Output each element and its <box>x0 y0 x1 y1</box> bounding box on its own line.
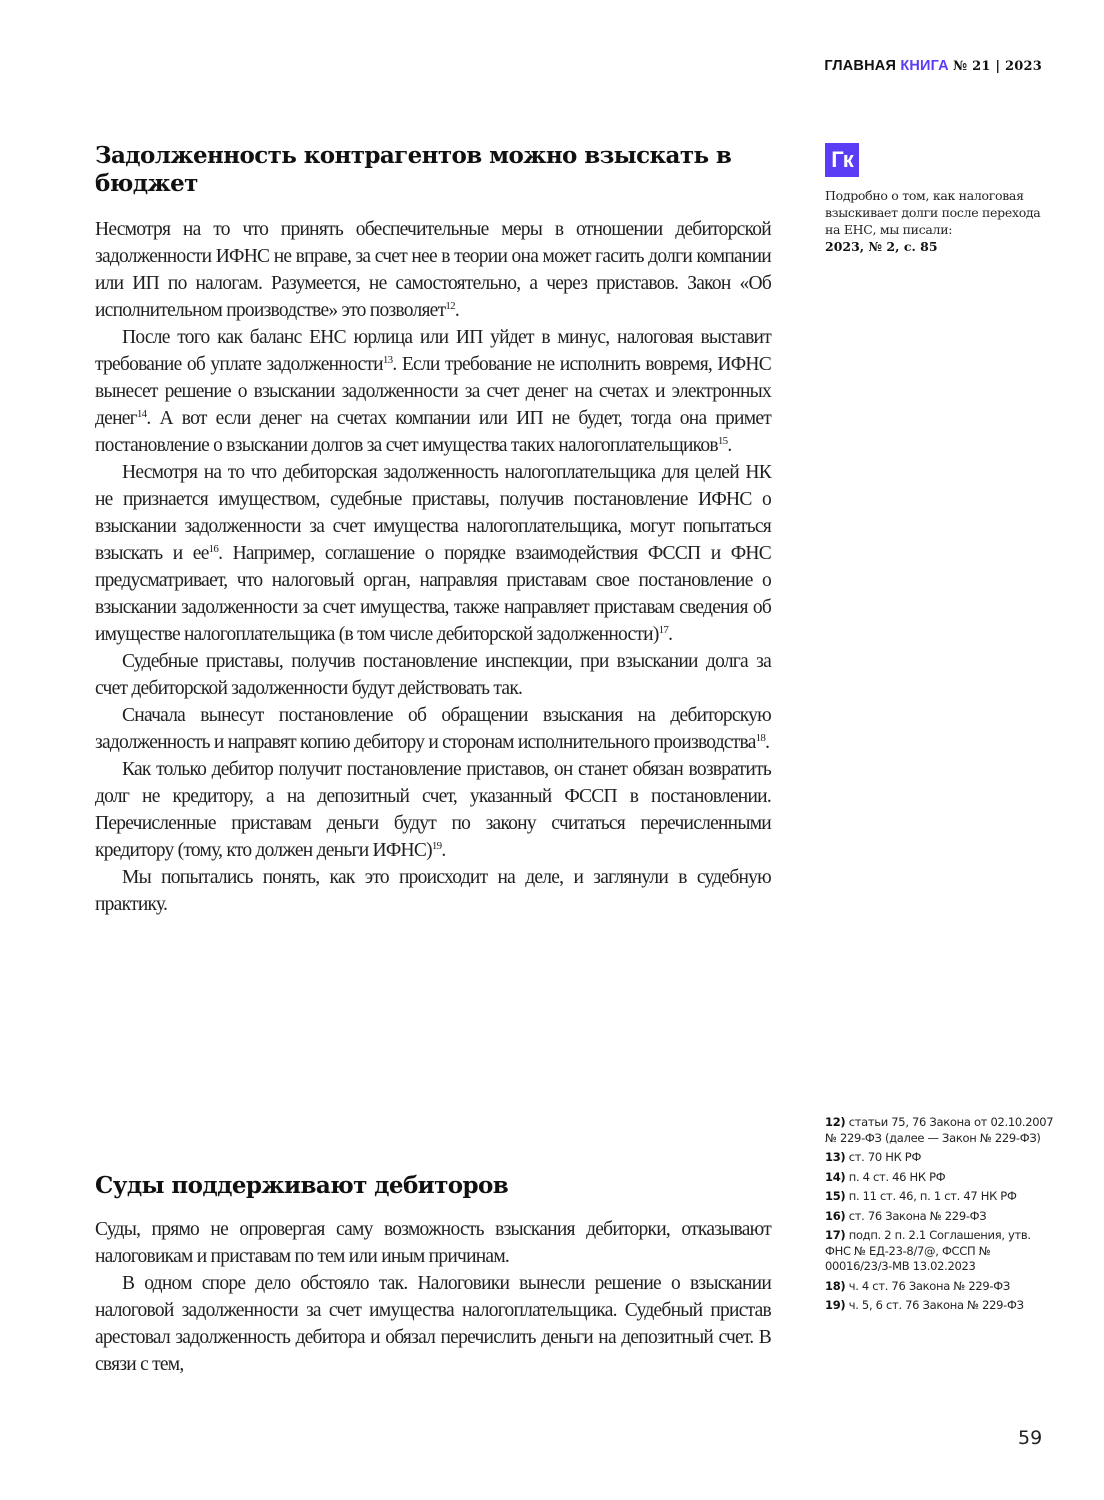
footnote: 17) подп. 2 п. 2.1 Соглашения, утв. ФНС № ЕД-23-8/7@, ФССП № 00016/23/3-МВ 13.02.2023 <box>825 1228 1031 1273</box>
footnotes <box>825 1115 1055 1318</box>
sidenote <box>825 143 1055 256</box>
magazine-name-part1: ГЛАВНАЯ <box>824 58 897 74</box>
page-number: 59 <box>1018 1427 1043 1449</box>
footnote: 16) ст. 76 Закона № 229-ФЗ <box>825 1208 987 1223</box>
footnote-ref[interactable]: 13 <box>382 354 393 366</box>
footnote-ref[interactable]: 17 <box>658 624 669 636</box>
footnote-ref[interactable]: 15 <box>717 435 728 447</box>
paragraph: Суды, прямо не опровергая саму возможность взыскания дебиторки, отказывают налоговикам и приставам по тем или иным причинам. <box>95 1219 771 1267</box>
footnote: 13) ст. 70 НК РФ <box>825 1150 922 1164</box>
section-title: Суды поддерживают дебиторов <box>95 1172 509 1199</box>
paragraph: Судебные приставы, получив постановление инспекции, при взыскании долга за счет дебиторской задолженности будут действовать так. <box>95 651 771 699</box>
paragraph: Мы попытались понять, как это происходит на деле, и заглянули в судебную практику. <box>95 867 771 915</box>
footnote: 15) п. 11 ст. 46, п. 1 ст. 47 НК РФ <box>825 1189 1017 1203</box>
running-head <box>824 58 1042 74</box>
footnote-ref[interactable]: 14 <box>136 408 147 420</box>
magazine-name-part2: КНИГА <box>900 58 949 74</box>
footnote-ref[interactable]: 16 <box>208 543 219 555</box>
section-title: Задолженность контрагентов можно взыскать в бюджет <box>95 142 732 197</box>
paragraph: Сначала вынесут постановление об обращении взыскания на дебиторскую задолженность и направят копию дебитору и сторонам исполнительного производства$^{18}$. <box>95 705 771 753</box>
footnote: 18) ч. 4 ст. 76 Закона № 229-ФЗ <box>825 1278 1010 1293</box>
paragraph: После того как баланс ЕНС юрлица или ИП уйдет в минус, налоговая выставит требование об уплате задолженности$^{13}$. Если требование не исполнить вовремя, ИФНС вынесет решение о взыскании задолженности за счет денег на счетах и электронных денег$^{14}$. А вот если денег на счетах компании или ИП не будет, тогда она примет постановление о взыскании долгов за счет имущества таких налогоплательщиков$^{15}$. <box>95 327 771 456</box>
section-body <box>95 1216 771 1378</box>
footnote-ref[interactable]: 19 <box>431 840 442 852</box>
main-column <box>95 140 771 918</box>
paragraph: Несмотря на то что дебиторская задолженность налогоплательщика для целей НК не признается имуществом, судебные приставы, получив постановление ИФНС о взыскании задолженности за счет имущества налогоплательщика, могут попытаться взыскать и $ее^{16}$. Например, соглашение о порядке взаимодействия ФССП и ФНС предусматривает, что налоговый орган, направляя приставам свое постановление о взыскании задолженности за счет имущества, также направляет приставам сведения об имуществе налогоплательщика (в том числе дебиторской задолженности)$^{17}$. <box>95 462 771 645</box>
footnote: 14) п. 4 ст. 46 НК РФ <box>825 1169 946 1184</box>
footnote-ref[interactable]: 18 <box>755 732 766 744</box>
sidenote-reference[interactable]: 2023, № 2, с. 85 <box>825 239 938 254</box>
gk-logo-icon: Гк <box>825 143 859 177</box>
paragraph: Как только дебитор получит постановление приставов, он станет обязан возвратить долг не кредитору, а на депозитный счет, указанный ФССП в постановлении. Перечисленные приставам деньги будут по закону считаться перечисленными кредитору (тому, кто должен деньги ИФНС)$^{19}$. <box>95 759 771 861</box>
issue-number: № 21 | 2023 <box>953 59 1042 74</box>
footnote: 12) статьи 75, 76 Закона от 02.10.2007 № 229-ФЗ (далее — Закон № 229-ФЗ) <box>825 1115 1054 1145</box>
paragraph: В одном споре дело обстояло так. Налоговики вынесли решение о взыскании налоговой задолженности за счет имущества налогоплательщика. Судебный пристав арестовал задолженность дебитора и обязал перечислить деньги на депозитный счет. В связи с тем, <box>95 1273 771 1375</box>
section-body <box>95 216 771 918</box>
footnote-ref[interactable]: 12 <box>445 300 455 312</box>
sidenote-text: Подробно о том, как налоговая взыскивает долги после перехода на ЕНС, мы писали: <box>825 188 1041 237</box>
footnote: 19) ч. 5, 6 ст. 76 Закона № 229-ФЗ <box>825 1298 1024 1312</box>
paragraph: Несмотря на то что принять обеспечительные меры в отношении дебиторской задолженности ИФНС не вправе, за счет нее в теории она может гасить долги компании или ИП по налогам. Разумеется, не самостоятельно, а через приставов. Закон «Об исполнительном производстве» это позволяет$^{12}$. <box>95 219 771 321</box>
